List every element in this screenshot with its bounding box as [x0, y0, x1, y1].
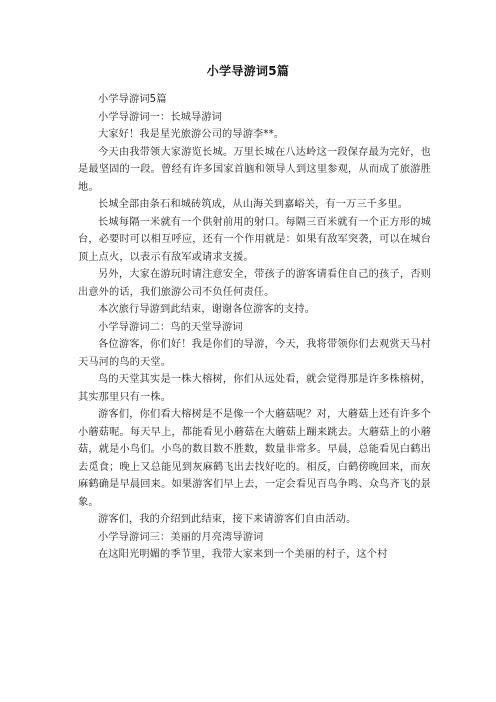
document-title: 小学导游词5篇	[206, 64, 290, 78]
document-body	[78, 91, 431, 564]
section-heading-3: 小学导游词三：美丽的月亮湾导游词	[98, 531, 264, 543]
intro-heading: 小学导游词5篇	[98, 94, 167, 105]
paragraph: 今天由我带领大家游览长城。万里长城在八达岭这一段保存最为完好，也是最坚固的一段。曾经有许多国家首脑和领导人到这里参观，从而成了旅游胜地。	[78, 146, 431, 193]
paragraph: 鸟的天堂其实是一株大榕树，你们从远处看，就会觉得那是许多株榕树，其实那里只有一株。	[78, 374, 431, 403]
paragraph: 在这阳光明媚的季节里，我带大家来到一个美丽的村子，这个村	[98, 549, 388, 560]
paragraph: 另外，大家在游玩时请注意安全，带孩子的游客请看住自己的孩子，否则出意外的话，我们旅游公司不负任何责任。	[78, 269, 431, 298]
paragraph: 游客们，你们看大榕树是不是像一个大蘑菇呢？对，大蘑菇上还有许多个小蘑菇呢。每天早上，都能看见小蘑菇在大蘑菇上蹦来跳去。大蘑菇上的小蘑菇，就是小鸟们。小鸟的数目数不胜数，数量非常多。早晨，总能看见白鹤出去觅食；晚上又总能见到灰麻鹤飞出去找好吃的。相反，白鹤傍晚回来，而灰麻鹤确是早晨回来。如果游客们早上去，一定会看见百鸟争鸣、众鸟齐飞的景象。	[78, 409, 431, 508]
paragraph: 游客们，我的介绍到此结束，接下来请游客们自由活动。	[98, 514, 357, 525]
paragraph: 本次旅行导游到此结束，谢谢各位游客的支持。	[98, 304, 316, 315]
paragraph: 长城全部由条石和城砖筑成，从山海关到嘉峪关，有一万三千多里。	[98, 199, 409, 210]
section-heading-1: 小学导游词一：长城导游词	[98, 111, 223, 123]
section-heading-2: 小学导游词二：鸟的天堂导游词	[98, 321, 243, 333]
paragraph: 各位游客，你们好！我是你们的导游，今天，我将带领你们去观赏天马村天马河的鸟的天堂。	[78, 339, 431, 368]
paragraph: 长城每隔一米就有一个供射前用的射口。每隔三百米就有一个正方形的城台，必要时可以相互呼应，还有一个作用就是：如果有敌军突袭，可以在城台顶上点火，以表示有敌军或请求支援。	[78, 216, 431, 263]
paragraph: 大家好！我是星光旅游公司的导游李**。	[98, 129, 285, 140]
